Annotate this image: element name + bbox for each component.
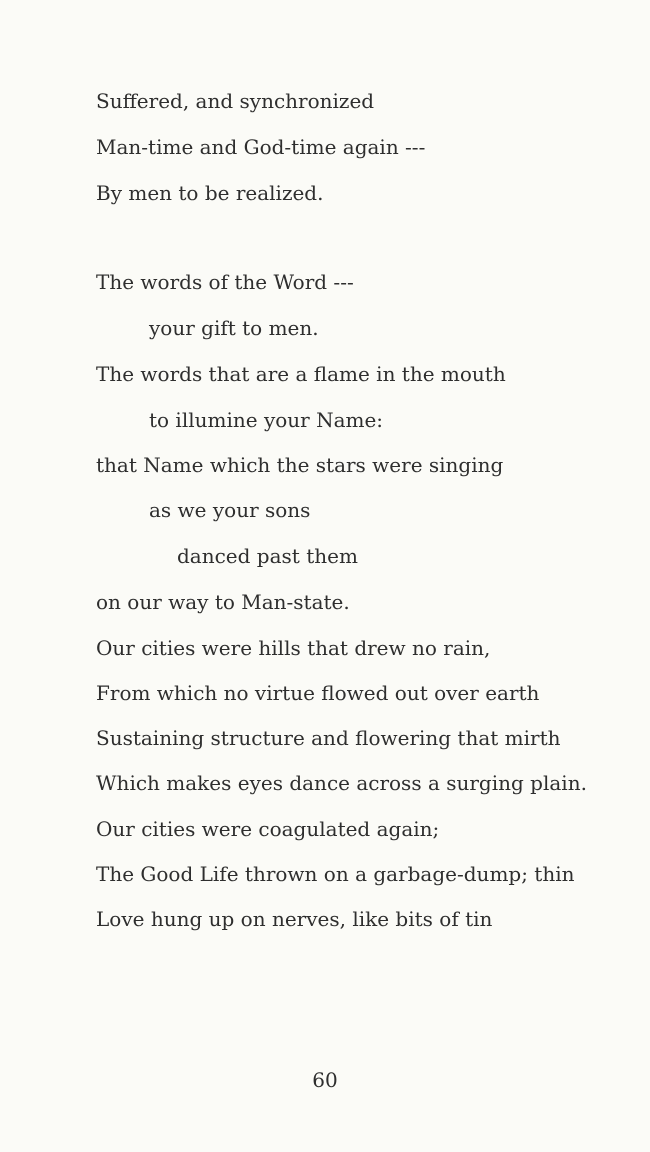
poem-line: The Good Life thrown on a garbage-dump; thin xyxy=(96,862,575,886)
poem-line: From which no virtue flowed out over earth xyxy=(96,681,540,705)
poem-line: danced past them xyxy=(177,544,358,568)
poem-line: Sustaining structure and flowering that mirth xyxy=(96,726,561,750)
poem-line: The words that are a flame in the mouth xyxy=(96,362,506,386)
poem-line: Love hung up on nerves, like bits of tin xyxy=(96,907,493,931)
poem-line: By men to be realized. xyxy=(96,181,324,205)
poem-line: Which makes eyes dance across a surging plain. xyxy=(96,771,587,795)
poem-line: to illumine your Name: xyxy=(149,408,384,432)
poem-line: Our cities were hills that drew no rain, xyxy=(96,636,491,660)
poem-line: The words of the Word --- xyxy=(96,270,354,294)
poem-line: as we your sons xyxy=(149,498,311,522)
poem-line: on our way to Man-state. xyxy=(96,590,350,614)
poem-line: that Name which the stars were singing xyxy=(96,453,504,477)
poem-line: Man-time and God-time again --- xyxy=(96,135,426,159)
page-number: 60 xyxy=(312,1068,338,1092)
poem-line: your gift to men. xyxy=(149,316,319,340)
poem-line: Suffered, and synchronized xyxy=(96,89,375,113)
poem-line: Our cities were coagulated again; xyxy=(96,817,440,841)
